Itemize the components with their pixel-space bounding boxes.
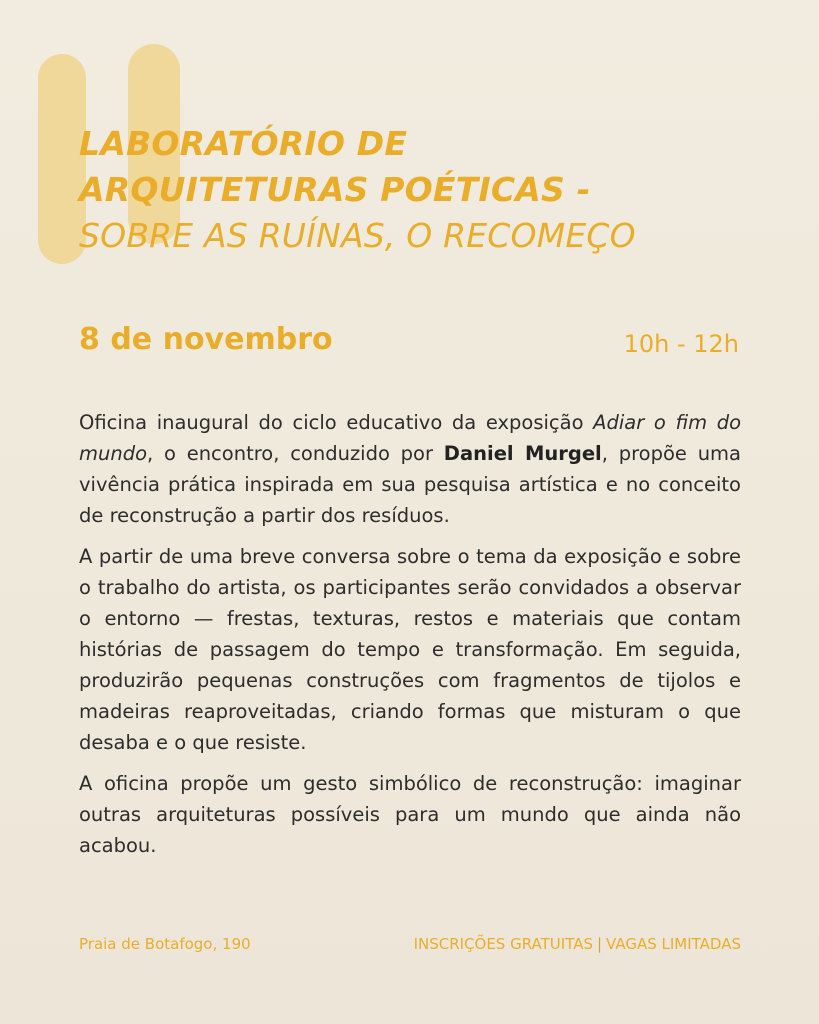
- venue-address: Praia de Botafogo, 190: [79, 935, 251, 953]
- description-paragraph-3: A oficina propõe um gesto simbólico de reconstrução: imaginar outras arquiteturas possíveis para um mundo que ainda não acabou.: [79, 772, 741, 857]
- footer-separator: |: [596, 935, 603, 953]
- event-title: [79, 121, 636, 259]
- description-p1-text-c: , propõe uma vivência prática inspirada em sua pesquisa artística e no conceito de reconstrução a partir dos resíduos.: [79, 442, 741, 527]
- description-paragraph-1: [79, 407, 741, 531]
- event-description: [79, 407, 741, 871]
- description-p1-text-b: , o encontro, conduzido por: [147, 442, 444, 465]
- artist-name: Daniel Murgel: [443, 442, 602, 465]
- description-paragraph-2: A partir de uma breve conversa sobre o tema da exposição e sobre o trabalho do artista, os participantes serão convidados a observar o entorno — frestas, texturas, restos e materiais que contam histórias de passagem do tempo e transformação. Em seguida, produzirão pequenas construções com fragmentos de tijolos e madeiras reaproveitadas, criando formas que misturam o que desaba e o que resiste.: [79, 545, 741, 754]
- exhibition-name: Adiar o fim do mundo: [79, 411, 741, 465]
- event-date: 8 de novembro: [79, 322, 333, 357]
- description-p1-text-a: Oficina inaugural do ciclo educativo da exposição: [79, 411, 594, 434]
- registration-info: [414, 935, 741, 953]
- title-line-2: ARQUITETURAS POÉTICAS -: [79, 170, 591, 209]
- free-registration-label: INSCRIÇÕES GRATUITAS: [413, 935, 593, 953]
- limited-spots-label: VAGAS LIMITADAS: [606, 935, 741, 953]
- title-line-1: LABORATÓRIO DE: [79, 124, 408, 163]
- title-line-3: SOBRE AS RUÍNAS, O RECOMEÇO: [79, 216, 636, 255]
- event-time: 10h - 12h: [623, 330, 739, 358]
